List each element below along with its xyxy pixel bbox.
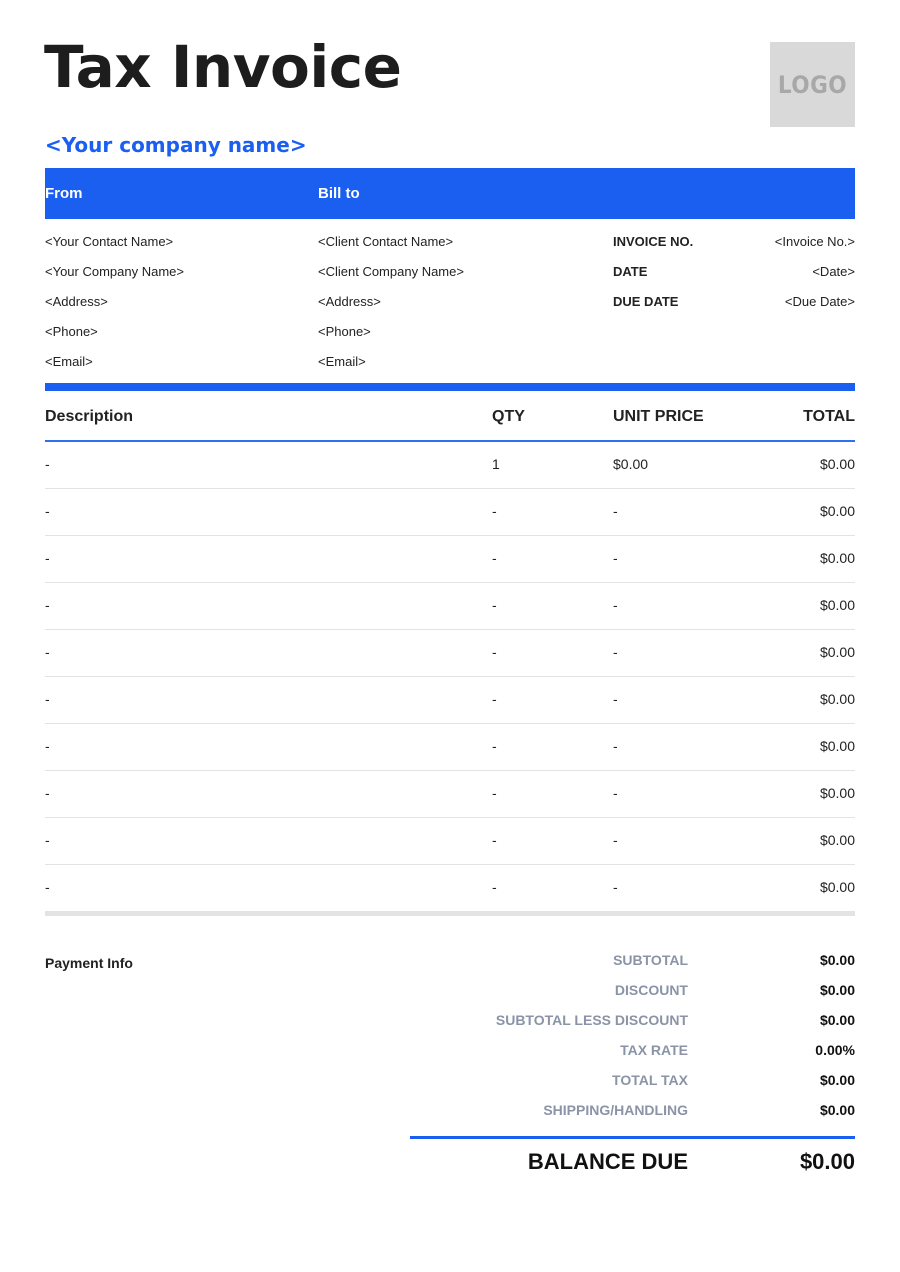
totals-label: SHIPPING/HANDLING: [543, 1102, 688, 1118]
totals-label: SUBTOTAL LESS DISCOUNT: [495, 1012, 688, 1028]
due-date-label: DUE DATE: [613, 294, 679, 309]
items-table-body: [45, 442, 855, 916]
table-row: [45, 818, 855, 865]
row-description: -: [45, 691, 50, 707]
balance-divider: [410, 1136, 855, 1139]
section-divider: [45, 383, 855, 391]
row-total: $0.00: [819, 597, 855, 613]
row-description: -: [45, 597, 50, 613]
unit-price-header: UNIT PRICE: [613, 408, 704, 425]
invoice-no-label: INVOICE NO.: [613, 234, 694, 249]
from-label: From: [45, 185, 83, 202]
table-row: [45, 771, 855, 818]
row-total: $0.00: [819, 456, 855, 472]
row-qty: 1: [492, 456, 500, 472]
row-total: $0.00: [819, 691, 855, 707]
totals-value: $0.00: [819, 1072, 855, 1088]
table-row: [45, 630, 855, 677]
row-unit-price: -: [613, 832, 618, 848]
row-description: -: [45, 503, 50, 519]
table-row: [45, 536, 855, 583]
row-qty: -: [492, 644, 497, 660]
row-qty: -: [492, 832, 497, 848]
totals-row: [410, 975, 855, 1005]
totals-section: [410, 945, 855, 1125]
row-description: -: [45, 785, 50, 801]
row-description: -: [45, 832, 50, 848]
row-unit-price: -: [613, 550, 618, 566]
row-description: -: [45, 644, 50, 660]
invoice-meta-values: [775, 227, 855, 317]
date-value: <Date>: [812, 264, 855, 279]
row-unit-price: -: [613, 644, 618, 660]
row-qty: -: [492, 550, 497, 566]
from-phone: <Phone>: [45, 324, 98, 339]
balance-due-label: BALANCE DUE: [527, 1149, 688, 1174]
row-description: -: [45, 456, 50, 472]
table-row: [45, 724, 855, 771]
totals-row: [410, 1095, 855, 1125]
invoice-no-value: <Invoice No.>: [774, 234, 855, 249]
logo-placeholder: [770, 42, 855, 127]
row-qty: -: [492, 738, 497, 754]
bill-to-label: Bill to: [318, 185, 360, 202]
table-row: [45, 677, 855, 724]
row-total: $0.00: [819, 879, 855, 895]
row-total: $0.00: [819, 550, 855, 566]
table-row: [45, 489, 855, 536]
company-name: <Your company name>: [45, 133, 307, 157]
payment-info-label: Payment Info: [45, 955, 133, 971]
totals-row: [410, 1065, 855, 1095]
totals-value: $0.00: [819, 982, 855, 998]
totals-value: 0.00%: [815, 1042, 855, 1058]
totals-label: TAX RATE: [620, 1042, 688, 1058]
row-qty: -: [492, 597, 497, 613]
row-total: $0.00: [819, 644, 855, 660]
bill-to-details: [318, 227, 464, 377]
totals-label: TOTAL TAX: [612, 1072, 688, 1088]
row-description: -: [45, 738, 50, 754]
balance-due-value: $0.00: [799, 1149, 855, 1174]
invoice-meta-labels: [613, 227, 693, 317]
totals-row: [410, 945, 855, 975]
total-header: TOTAL: [803, 408, 855, 425]
client-address: <Address>: [318, 294, 381, 309]
row-qty: -: [492, 503, 497, 519]
row-total: $0.00: [819, 785, 855, 801]
client-company-name: <Client Company Name>: [318, 264, 464, 279]
items-table-header: [45, 391, 855, 442]
totals-value: $0.00: [819, 1102, 855, 1118]
totals-value: $0.00: [819, 1012, 855, 1028]
table-row: [45, 583, 855, 630]
row-unit-price: -: [613, 597, 618, 613]
row-total: $0.00: [819, 738, 855, 754]
row-qty: -: [492, 879, 497, 895]
date-label: DATE: [613, 264, 648, 279]
totals-label: SUBTOTAL: [613, 952, 688, 968]
client-contact-name: <Client Contact Name>: [318, 234, 454, 249]
table-row: [45, 442, 855, 489]
totals-value: $0.00: [819, 952, 855, 968]
due-date-value: <Due Date>: [784, 294, 855, 309]
totals-label: DISCOUNT: [614, 982, 688, 998]
row-unit-price: -: [613, 691, 618, 707]
from-address: <Address>: [45, 294, 108, 309]
client-phone: <Phone>: [318, 324, 371, 339]
row-description: -: [45, 550, 50, 566]
row-unit-price: $0.00: [613, 456, 649, 472]
description-header: Description: [45, 408, 134, 425]
row-unit-price: -: [613, 738, 618, 754]
from-email: <Email>: [45, 354, 93, 369]
row-unit-price: -: [613, 503, 618, 519]
parties-header-bar: [45, 168, 855, 219]
logo-text: LOGO: [777, 70, 848, 99]
row-qty: -: [492, 691, 497, 707]
row-unit-price: -: [613, 879, 618, 895]
invoice-title: Tax Invoice: [44, 33, 402, 101]
totals-row: [410, 1035, 855, 1065]
row-description: -: [45, 879, 50, 895]
row-total: $0.00: [819, 832, 855, 848]
from-details: [45, 227, 184, 377]
row-unit-price: -: [613, 785, 618, 801]
totals-row: [410, 1005, 855, 1035]
qty-header: QTY: [492, 408, 525, 425]
table-row: [45, 865, 855, 916]
from-company-name: <Your Company Name>: [45, 264, 184, 279]
row-total: $0.00: [819, 503, 855, 519]
client-email: <Email>: [318, 354, 366, 369]
from-contact-name: <Your Contact Name>: [45, 234, 174, 249]
row-qty: -: [492, 785, 497, 801]
